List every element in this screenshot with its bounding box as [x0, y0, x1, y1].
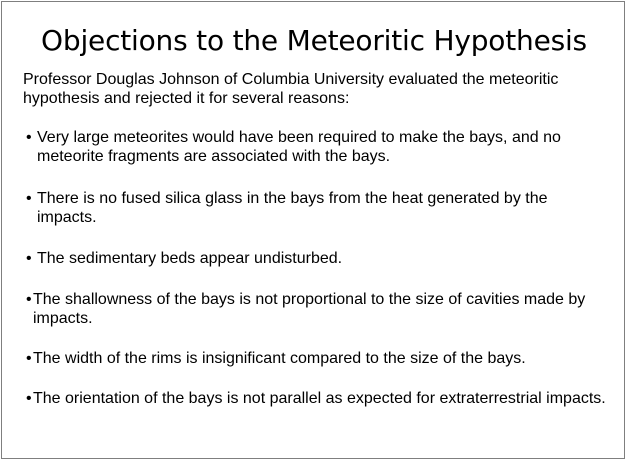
list-item: [26, 128, 606, 166]
bullet-text: The shallowness of the bays is not proportional to the size of cavities made by impacts.: [33, 291, 586, 327]
list-item: [26, 189, 606, 227]
slide-title: Objections to the Meteoritic Hypothesis: [41, 24, 587, 57]
bullet-text: The width of the rims is insignificant compared to the size of the bays.: [33, 350, 526, 367]
list-item: [26, 290, 606, 328]
bullet-text: Very large meteorites would have been required to make the bays, and no meteorite fragments are associated with the bays.: [37, 129, 561, 165]
bullet-text: There is no fused silica glass in the bays from the heat generated by the impacts.: [37, 190, 548, 226]
bullet-mark: •: [26, 350, 32, 367]
bullet-text: The orientation of the bays is not parallel as expected for extraterrestrial impacts.: [33, 390, 606, 407]
list-item: [26, 349, 606, 368]
bullet-mark: •: [26, 291, 32, 308]
bullet-mark: •: [26, 390, 32, 407]
bullet-mark: •: [26, 250, 32, 267]
list-item: [26, 249, 606, 268]
bullet-mark: •: [26, 190, 32, 207]
list-item: [26, 389, 606, 408]
bullet-text: The sedimentary beds appear undisturbed.: [37, 250, 343, 267]
intro-paragraph: Professor Douglas Johnson of Columbia University evaluated the meteoritic hypothesis and rejected it for several reasons:: [23, 71, 559, 107]
bullet-mark: •: [26, 129, 32, 146]
